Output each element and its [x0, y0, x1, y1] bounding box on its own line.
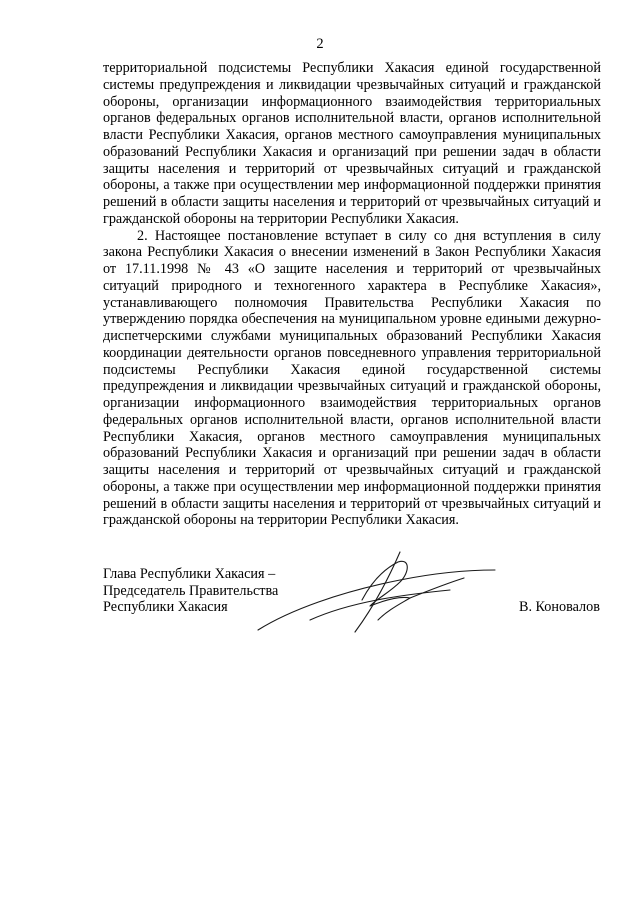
signatory-title-line-2: Председатель Правительства [103, 582, 279, 599]
signatory-title-line-3: Республики Хакасия [103, 599, 228, 615]
handwritten-signature [250, 540, 500, 640]
signatory-title-line-1: Глава Республики Хакасия – [103, 566, 276, 582]
paragraph-effective-date: 2. Настоящее постановление вступает в силу со дня вступления в силу закона Республики Хакасия о внесении изменений в Закон Республики Хакасия от 17.11.1998 № 43 «О защите населения и территорий от чрезвычайных ситуаций природного и техногенного характера в Республике Хакасия», устанавливающего полномочия Правительства Республики Хакасия по утверждению порядка обеспечения на муниципальном уровне едиными дежурно-диспетчерскими службами муниципальных образований Республики Хакасия координации деятельности органов повседневного управления территориальной подсистемы Республики Хакасия единой государственной системы предупреждения и ликвидации чрезвычайных ситуаций и гражданской обороны, организации информационного взаимодействия территориальных органов федеральных органов исполнительной власти, органов исполнительной власти Республики Хакасия, органов местного самоуправления муниципальных образований Республики Хакасия и организаций при решении задач в области защиты населения и территорий от чрезвычайных ситуаций и гражданской обороны, а также при осуществлении мер информационной поддержки принятия решений в области защиты населения и территорий от чрезвычайных ситуаций и гражданской обороны на территории Республики Хакасия. [103, 227, 601, 529]
document-body [103, 60, 601, 529]
signatory-name: В. Коновалов [519, 599, 600, 615]
paragraph-continuation: территориальной подсистемы Республики Хакасия единой государственной системы предупреждения и ликвидации чрезвычайных ситуаций и гражданской обороны, организации информационного взаимодействия территориальных органов федеральных органов исполнительной власти, органов исполнительной власти Республики Хакасия, органов местного самоуправления муниципальных образований Республики Хакасия и организаций при решении задач в области защиты населения и территорий от чрезвычайных ситуаций и гражданской обороны, а также при осуществлении мер информационной поддержки принятия решений в области защиты населения и территорий от чрезвычайных ситуаций и гражданской обороны на территории Республики Хакасия. [103, 60, 601, 227]
page-number: 2 [316, 36, 324, 52]
